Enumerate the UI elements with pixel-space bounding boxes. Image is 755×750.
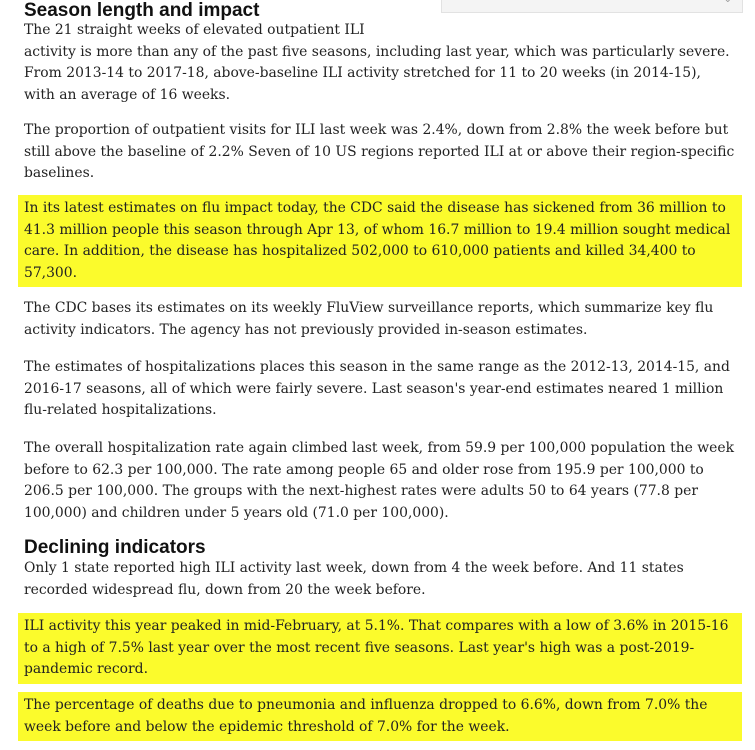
paragraph-hospitalization-estimates: The estimates of hospitalizations places this season in the same range as the 2012-13, 2014-15, and 2016-17 seasons, all of which were fairly severe. Last season's year-end estimates neared 1 million flu-related hospitalizations. (24, 359, 730, 418)
paragraph-hospitalization-rate: The overall hospitalization rate again climbed last week, from 59.9 per 100,000 population the week before to 62.3 per 100,000. The rate among people 65 and older rose from 195.9 per 100,000 to 206.5 per 100,000. The groups with the next-highest rates were adults 50 to 64 years (77.8 per 100,000) and children under 5 years old (71.0 per 100,000). (24, 440, 735, 521)
highlighted-paragraph-flu-impact: In its latest estimates on flu impact today, the CDC said the disease has sickened from 36 million to 41.3 million people this season through Apr 13, of whom 16.7 million to 19.4 million sought medical care. In addition, the disease has hospitalized 502,000 to 610,000 patients and killed 34,400 to 57,300. (18, 195, 742, 287)
paragraph-rest: activity is more than any of the past five seasons, including last year, which was particularly severe. From 2013-14 to 2017-18, above-baseline ILI activity stretched for 11 to 20 weeks (in 2014-15), with an average of 16 weeks. (24, 43, 730, 103)
section-heading-declining: Declining indicators (24, 537, 206, 558)
paragraph-state-activity: Only 1 state reported high ILI activity last week, down from 4 the week before. And 11 states recorded widespread flu, down from 20 the week before. (24, 560, 684, 598)
chevron-down-icon[interactable] (724, 0, 732, 5)
paragraph-line: The 21 straight weeks of elevated outpatient ILI (24, 22, 365, 38)
highlighted-paragraph-deaths: The percentage of deaths due to pneumonia and influenza dropped to 6.6%, down from 7.0% the week before and below the epidemic threshold of 7.0% for the week. (18, 692, 742, 741)
highlighted-paragraph-ili-peak: ILI activity this year peaked in mid-February, at 5.1%. That compares with a low of 3.6% in 2015-16 to a high of 7.5% last year over the most recent five seasons. Last year's high was a post-2019-pandemic record. (18, 613, 742, 684)
paragraph-fluview: The CDC bases its estimates on its weekly FluView surveillance reports, which summarize key flu activity indicators. The agency has not previously provided in-season estimates. (24, 300, 714, 338)
paragraph-outpatient-visits: The proportion of outpatient visits for ILI last week was 2.4%, down from 2.8% the week before but still above the baseline of 2.2% Seven of 10 US regions reported ILI at or above their region-specific baselines. (24, 122, 735, 181)
section-heading-season: Season length and impact (24, 0, 260, 21)
paragraph-season-length (24, 20, 736, 106)
side-widget-box[interactable] (441, 0, 743, 13)
